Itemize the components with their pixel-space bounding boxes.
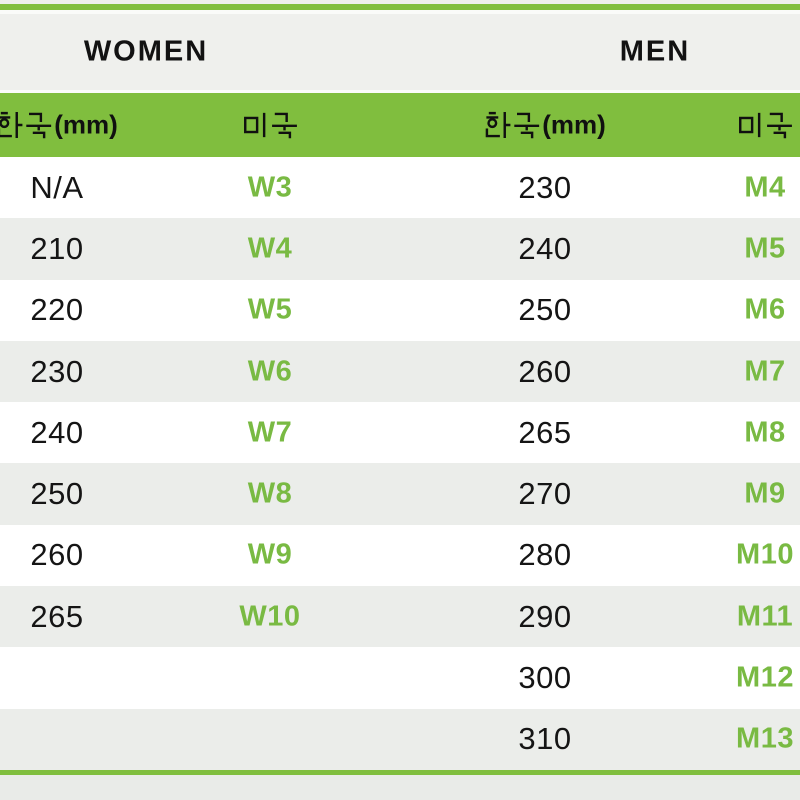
cell-men-us: M12 [736, 661, 794, 694]
section-title-women: WOMEN [83, 35, 209, 68]
hangul-guk-icon [513, 112, 540, 139]
cell-women-us: W7 [247, 416, 293, 449]
cell-women-us: W5 [247, 293, 293, 326]
cell-women-us: W3 [247, 171, 293, 204]
table-row [0, 218, 800, 279]
cell-women-mm: 260 [30, 537, 84, 573]
hangul-guk-icon [271, 112, 298, 139]
cell-women-mm: N/A [30, 169, 84, 205]
cell-women-mm: 230 [30, 353, 84, 389]
cell-men-us: M8 [744, 416, 786, 449]
table-row [0, 341, 800, 402]
cell-women-mm: 210 [30, 230, 84, 266]
hangul-mi-icon [737, 112, 764, 139]
col-header-mm-suffix: (mm) [54, 109, 118, 140]
cell-men-mm: 250 [518, 292, 572, 328]
hangul-han-icon [484, 112, 511, 139]
table-row [0, 525, 800, 586]
cell-women-mm: 250 [30, 476, 84, 512]
cell-women-us: W8 [247, 477, 293, 510]
cell-men-us: M7 [744, 355, 786, 388]
cell-men-us: M10 [736, 538, 794, 571]
cell-men-mm: 300 [518, 660, 572, 696]
hangul-guk-icon [25, 112, 52, 139]
table-row [0, 402, 800, 463]
section-header-band [0, 14, 800, 90]
section-title-men: MEN [619, 35, 691, 68]
cell-men-us: M9 [744, 477, 786, 510]
cell-men-mm: 265 [518, 414, 572, 450]
cell-women-us: W6 [247, 355, 293, 388]
col-header-mm-suffix: (mm) [542, 109, 606, 140]
table-row [0, 586, 800, 647]
table-row [0, 709, 800, 770]
col-header-usa-women [242, 112, 298, 139]
cell-men-mm: 290 [518, 598, 572, 634]
cell-men-us: M4 [744, 171, 786, 204]
cell-men-mm: 270 [518, 476, 572, 512]
cell-men-us: M13 [736, 722, 794, 755]
table-row [0, 280, 800, 341]
cell-men-us: M5 [744, 232, 786, 265]
cell-women-us: W10 [239, 600, 301, 633]
cell-men-us: M6 [744, 293, 786, 326]
hangul-mi-icon [242, 112, 269, 139]
cell-men-mm: 240 [518, 230, 572, 266]
table-body [0, 157, 800, 770]
hangul-guk-icon [766, 112, 793, 139]
footer-gray-strip [0, 775, 800, 800]
cell-men-us: M11 [736, 600, 794, 633]
cell-men-mm: 260 [518, 353, 572, 389]
cell-women-us: W9 [247, 538, 293, 571]
col-header-korea-men [484, 110, 606, 141]
cell-women-mm: 240 [30, 414, 84, 450]
hangul-han-icon [0, 112, 23, 139]
cell-women-mm: 265 [30, 598, 84, 634]
col-header-usa-men [737, 112, 793, 139]
table-row [0, 157, 800, 218]
cell-men-mm: 230 [518, 169, 572, 205]
table-row [0, 647, 800, 708]
cell-women-us: W4 [247, 232, 293, 265]
column-header-row [0, 93, 800, 157]
table-row [0, 463, 800, 524]
cell-women-mm: 220 [30, 292, 84, 328]
cell-men-mm: 280 [518, 537, 572, 573]
col-header-korea-women [0, 110, 118, 141]
cell-men-mm: 310 [518, 721, 572, 757]
